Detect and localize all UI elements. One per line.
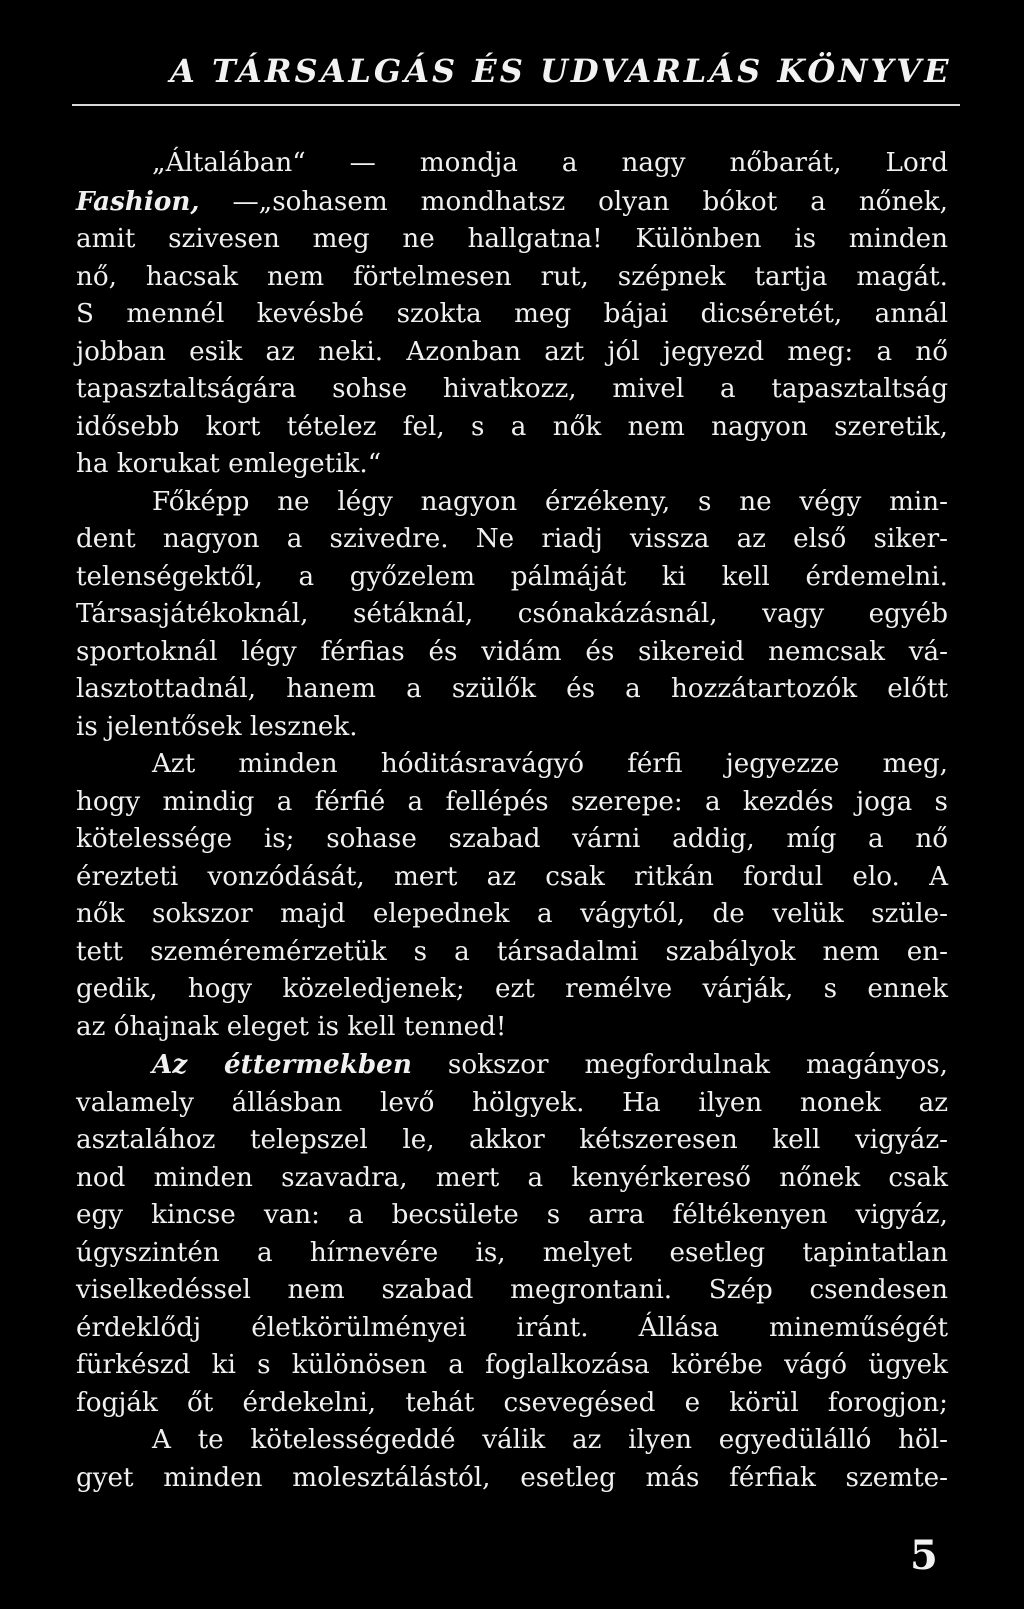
- text-line: jobban esik az neki. Azonban azt jól jegyezd meg: a nő: [76, 336, 948, 367]
- text-line: fogják őt érdekelni, tehát csevegésed e körül forogjon;: [76, 1387, 948, 1418]
- body-text: [76, 145, 948, 1497]
- text-line: lasztottadnál, hanem a szülők és a hozzátartozók előtt: [76, 674, 948, 704]
- text-line: [76, 183, 948, 222]
- text-line: valamely állásban levő hölgyek. Ha ilyen nonek az: [76, 1087, 948, 1118]
- text-line: hogy mindig a férfié a fellépés szerepe: a kezdés joga s: [76, 786, 948, 817]
- text-line: idősebb kort tételez fel, s a nők nem nagyon szeretik,: [76, 411, 948, 442]
- text-line: „Általában“ — mondja a nagy nőbarát, Lord: [152, 148, 948, 178]
- italic-lead: Az éttermekben: [152, 1049, 412, 1080]
- text-line: gedik, hogy közeledjenek; ezt remélve várják, s ennek: [76, 974, 948, 1004]
- text-line: nod minden szavadra, mert a kenyérkereső nőnek csak: [76, 1162, 948, 1193]
- header-rule: [72, 104, 960, 106]
- text-line: is jelentősek lesznek.: [76, 711, 358, 742]
- italic-name: Fashion,: [76, 185, 200, 217]
- text-line: asztalához telepszel le, akkor kétszeresen kell vigyáz-: [76, 1125, 948, 1155]
- text-line-rest: sokszor megfordulnak magányos,: [447, 1050, 948, 1080]
- text-line: úgyszintén a hírnevére is, melyet esetleg tapintatlan: [76, 1237, 948, 1268]
- text-line: [76, 1046, 948, 1085]
- text-line: érdeklődj életkörülményei iránt. Állása mineműségét: [76, 1312, 948, 1343]
- text-line: Főképp ne légy nagyon érzékeny, s ne végy min-: [152, 486, 948, 517]
- text-line: viselkedéssel nem szabad megrontani. Szép csendesen: [76, 1275, 948, 1305]
- text-line: A te kötelességeddé válik az ilyen egyedülálló höl-: [152, 1425, 948, 1455]
- text-line: az óhajnak eleget is kell tenned!: [76, 1011, 507, 1042]
- text-line: tett szeméremérzetük s a társadalmi szabályok nem en-: [76, 936, 948, 967]
- text-line: kötelessége is; sohase szabad várni addig, míg a nő: [76, 824, 948, 854]
- text-line: amit szivesen meg ne hallgatna! Különben is minden: [76, 224, 948, 254]
- page-number: 5: [910, 1532, 938, 1579]
- text-line: dent nagyon a szivedre. Ne riadj vissza az első siker-: [76, 524, 948, 554]
- text-line: Társasjátékoknál, sétáknál, csónakázásnál, vagy egyéb: [76, 599, 948, 629]
- text-line: érezteti vonzódását, mert az csak ritkán fordul elo. A: [76, 861, 948, 892]
- text-line: sportoknál légy férfias és vidám és sikereid nemcsak vá-: [76, 636, 948, 667]
- text-line: nő, hacsak nem förtelmesen rut, szépnek tartja magát.: [76, 261, 948, 292]
- text-line: gyet minden molesztálástól, esetleg más férfiak szemte-: [76, 1462, 948, 1493]
- text-line: ha korukat emlegetik.“: [76, 449, 382, 479]
- text-line: egy kincse van: a becsülete s arra féltékenyen vigyáz,: [76, 1200, 948, 1230]
- running-title: A TÁRSALGÁS ÉS UDVARLÁS KÖNYVE: [170, 52, 952, 90]
- text-line-rest: —„sohasem mondhatsz olyan bókot a nőnek,: [232, 186, 949, 217]
- text-line: Azt minden hóditásravágyó férfi jegyezze meg,: [152, 749, 948, 779]
- text-line: nők sokszor majd elepednek a vágytól, de velük szüle-: [76, 899, 948, 929]
- text-line: tapasztaltságára sohse hivatkozz, mivel a tapasztaltság: [76, 374, 948, 404]
- text-line: S mennél kevésbé szokta meg bájai dicséretét, annál: [76, 299, 948, 329]
- text-line: telenségektől, a győzelem pálmáját ki kell érdemelni.: [76, 561, 948, 592]
- text-line: fürkészd ki s különösen a foglalkozása körébe vágó ügyek: [76, 1350, 948, 1380]
